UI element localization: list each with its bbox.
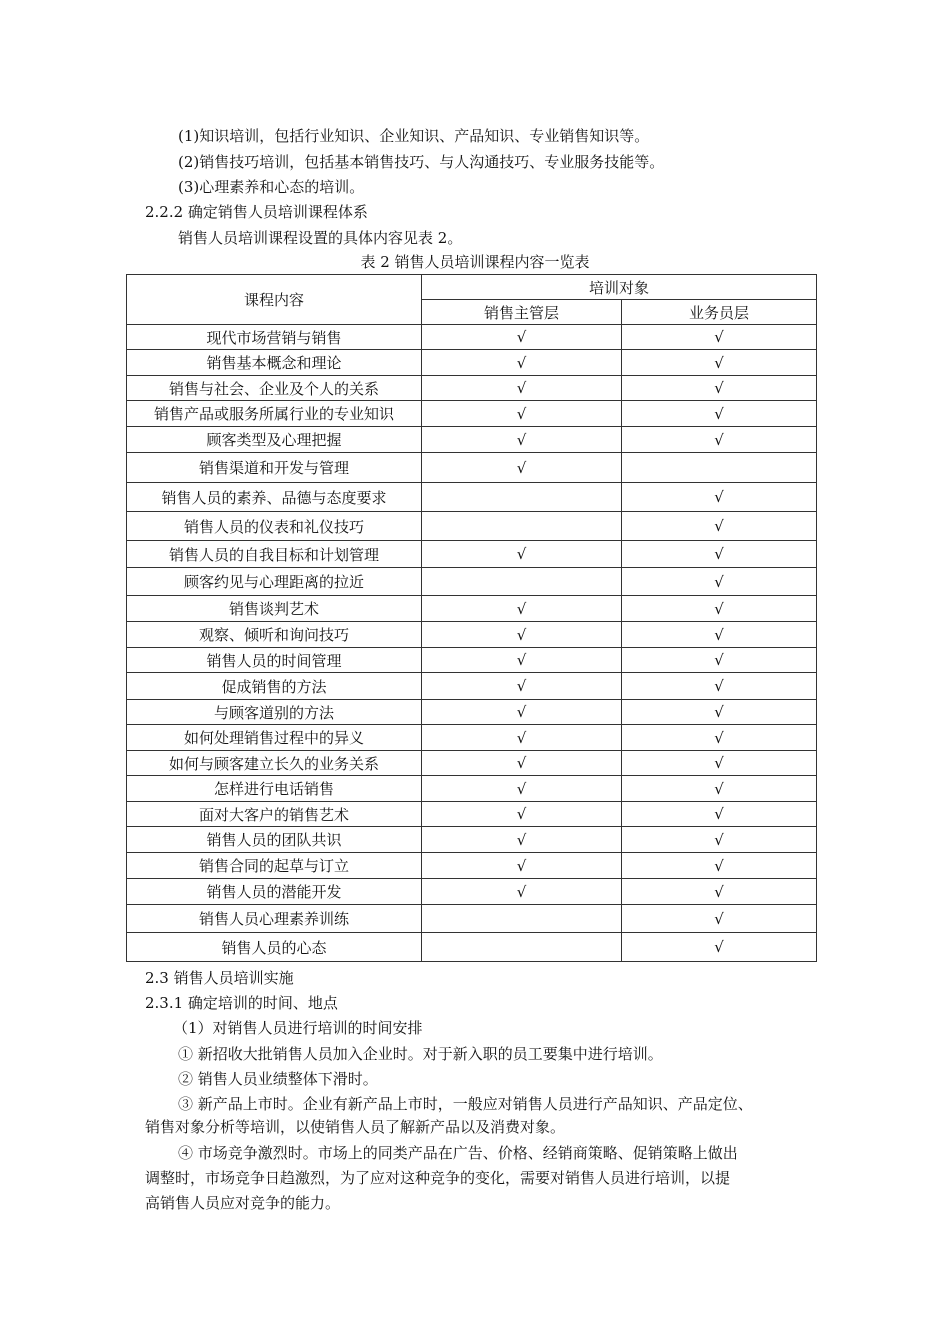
list-item: (2)销售技巧培训，包括基本销售技巧、与人沟通技巧、专业服务技能等。 [178, 153, 665, 171]
cell-staff-check: √ [622, 802, 817, 827]
cell-manager-check [422, 933, 622, 962]
cell-manager-check: √ [422, 879, 622, 905]
table-row [127, 776, 817, 802]
cell-manager-check: √ [422, 376, 622, 401]
cell-manager-check: √ [422, 776, 622, 802]
subsection-1: （1）对销售人员进行培训的时间安排 [173, 1019, 423, 1037]
cell-staff-check [622, 453, 817, 483]
cell-manager-check: √ [422, 622, 622, 648]
cell-staff-check: √ [622, 483, 817, 512]
cell-staff-check: √ [622, 350, 817, 376]
list-item-continued: 调整时，市场竞争日趋激烈，为了应对这种竞争的变化，需要对销售人员进行培训，以提 [145, 1169, 731, 1187]
cell-manager-check: √ [422, 827, 622, 853]
table-row [127, 541, 817, 568]
table-row [127, 512, 817, 541]
cell-manager-check [422, 512, 622, 541]
cell-manager-check: √ [422, 802, 622, 827]
cell-manager-check: √ [422, 673, 622, 700]
cell-course: 与顾客道别的方法 [127, 700, 422, 725]
table-row [127, 673, 817, 700]
table-body [127, 325, 817, 962]
table-row [127, 879, 817, 905]
header-target-group: 培训对象 [422, 275, 817, 300]
cell-staff-check: √ [622, 751, 817, 776]
header-course: 课程内容 [127, 275, 422, 325]
cell-course: 销售人员的素养、品德与态度要求 [127, 483, 422, 512]
table-row [127, 401, 817, 427]
cell-manager-check: √ [422, 648, 622, 673]
cell-staff-check: √ [622, 376, 817, 401]
cell-course: 销售产品或服务所属行业的专业知识 [127, 401, 422, 427]
table-row [127, 827, 817, 853]
cell-course: 销售人员的潜能开发 [127, 879, 422, 905]
table-row [127, 568, 817, 596]
cell-staff-check: √ [622, 827, 817, 853]
course-table [126, 274, 817, 962]
cell-manager-check: √ [422, 751, 622, 776]
table-row [127, 483, 817, 512]
cell-course: 如何处理销售过程中的异义 [127, 725, 422, 751]
section-heading-2-3: 2.3 销售人员培训实施 [145, 969, 294, 987]
cell-manager-check: √ [422, 725, 622, 751]
section-heading-2-3-1: 2.3.1 确定培训的时间、地点 [145, 994, 338, 1012]
cell-staff-check: √ [622, 776, 817, 802]
cell-course: 如何与顾客建立长久的业务关系 [127, 751, 422, 776]
cell-course: 销售人员的心态 [127, 933, 422, 962]
cell-staff-check: √ [622, 853, 817, 879]
cell-manager-check: √ [422, 325, 622, 350]
cell-manager-check: √ [422, 596, 622, 622]
cell-manager-check [422, 568, 622, 596]
section-heading-2-2-2: 2.2.2 确定销售人员培训课程体系 [145, 203, 368, 221]
table-row [127, 350, 817, 376]
cell-course: 顾客约见与心理距离的拉近 [127, 568, 422, 596]
table-row [127, 751, 817, 776]
cell-course: 现代市场营销与销售 [127, 325, 422, 350]
cell-staff-check: √ [622, 879, 817, 905]
table-row [127, 376, 817, 401]
table-row [127, 453, 817, 483]
cell-course: 销售人员心理素养训练 [127, 905, 422, 933]
table-row [127, 700, 817, 725]
cell-manager-check: √ [422, 427, 622, 453]
cell-staff-check: √ [622, 512, 817, 541]
cell-course: 观察、倾听和询问技巧 [127, 622, 422, 648]
cell-course: 销售合同的起草与订立 [127, 853, 422, 879]
table-row [127, 427, 817, 453]
cell-staff-check: √ [622, 596, 817, 622]
cell-manager-check [422, 905, 622, 933]
cell-manager-check: √ [422, 700, 622, 725]
cell-staff-check: √ [622, 725, 817, 751]
list-item: (3)心理素养和心态的培训。 [178, 178, 365, 196]
table-row [127, 596, 817, 622]
cell-course: 销售人员的时间管理 [127, 648, 422, 673]
cell-staff-check: √ [622, 401, 817, 427]
list-item: ① 新招收大批销售人员加入企业时。对于新入职的员工要集中进行培训。 [178, 1045, 663, 1063]
table-row [127, 802, 817, 827]
table-row [127, 725, 817, 751]
table-row [127, 325, 817, 350]
list-item-continued: 销售对象分析等培训，以使销售人员了解新产品以及消费对象。 [145, 1118, 566, 1136]
cell-course: 促成销售的方法 [127, 673, 422, 700]
header-manager: 销售主管层 [422, 300, 622, 325]
cell-course: 销售基本概念和理论 [127, 350, 422, 376]
cell-staff-check: √ [622, 933, 817, 962]
cell-course: 销售人员的仪表和礼仪技巧 [127, 512, 422, 541]
list-item-continued: 高销售人员应对竞争的能力。 [145, 1194, 341, 1212]
cell-manager-check: √ [422, 453, 622, 483]
cell-staff-check: √ [622, 700, 817, 725]
list-item: ④ 市场竞争激烈时。市场上的同类产品在广告、价格、经销商策略、促销策略上做出 [178, 1144, 738, 1162]
cell-staff-check: √ [622, 622, 817, 648]
list-item: (1)知识培训，包括行业知识、企业知识、产品知识、专业销售知识等。 [178, 127, 650, 145]
cell-course: 销售人员的自我目标和计划管理 [127, 541, 422, 568]
cell-course: 销售与社会、企业及个人的关系 [127, 376, 422, 401]
cell-manager-check: √ [422, 853, 622, 879]
cell-staff-check: √ [622, 541, 817, 568]
cell-staff-check: √ [622, 648, 817, 673]
list-item: ③ 新产品上市时。企业有新产品上市时，一般应对销售人员进行产品知识、产品定位、 [178, 1095, 753, 1113]
cell-staff-check: √ [622, 427, 817, 453]
cell-course: 销售谈判艺术 [127, 596, 422, 622]
cell-course: 面对大客户的销售艺术 [127, 802, 422, 827]
header-staff: 业务员层 [622, 300, 817, 325]
intro-paragraph: 销售人员培训课程设置的具体内容见表 2。 [178, 229, 463, 247]
cell-staff-check: √ [622, 325, 817, 350]
cell-staff-check: √ [622, 905, 817, 933]
cell-manager-check: √ [422, 350, 622, 376]
table-row [127, 853, 817, 879]
table-row [127, 933, 817, 962]
list-item: ② 销售人员业绩整体下滑时。 [178, 1070, 378, 1088]
cell-staff-check: √ [622, 568, 817, 596]
table-row [127, 622, 817, 648]
cell-manager-check: √ [422, 401, 622, 427]
cell-course: 销售渠道和开发与管理 [127, 453, 422, 483]
cell-manager-check: √ [422, 541, 622, 568]
cell-course: 销售人员的团队共识 [127, 827, 422, 853]
table-caption: 表 2 销售人员培训课程内容一览表 [360, 253, 590, 271]
cell-staff-check: √ [622, 673, 817, 700]
cell-course: 怎样进行电话销售 [127, 776, 422, 802]
table-row [127, 648, 817, 673]
table-row [127, 905, 817, 933]
cell-manager-check [422, 483, 622, 512]
cell-course: 顾客类型及心理把握 [127, 427, 422, 453]
